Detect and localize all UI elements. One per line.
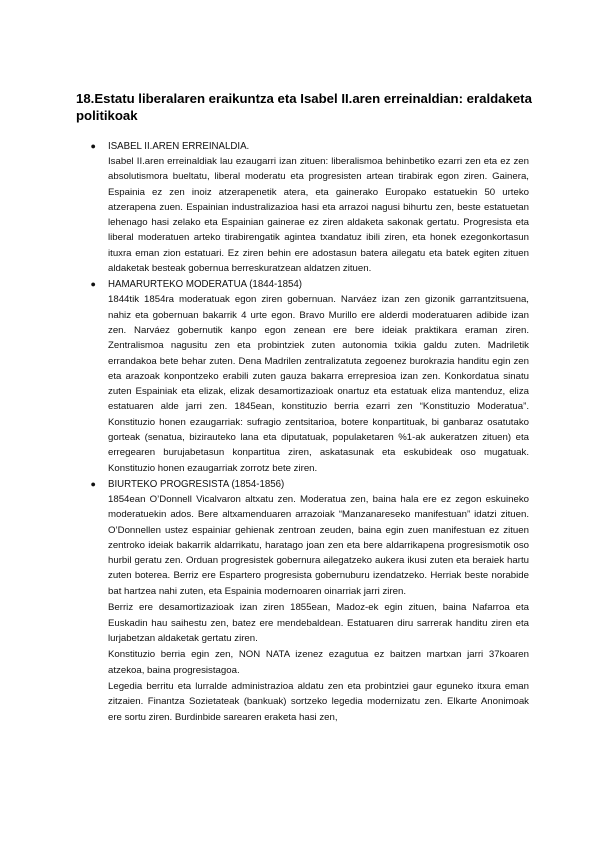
section-paragraph: 1854ean O’Donnell Vicalvaron altxatu zen. Moderatua zen, baina hala ere ez zegon eskuineko moderatuekin ados. Bere altxamenduaren arrazoiak “Manzanareseko manifestuan” idatzi zituen. O’Donnellen ustez espainiar gehienak zentroan zeuden, baina egin zuen manifestuan ez zituen zentroko ideiak bakarrik aldarrikatu, haratago joan zen eta bere aldarrikapena progresismotik oso hurbil geratu zen. Orduan progresistek gobernura ailegatzeko aukera ikusi zuten eta beraiek hartu zuten boterea. Berriz ere Espartero progresista gobernuburu izendatzeko. Herriak beste norabide bat hartzea nahi zuten, eta Espainia modernoaren oinarriak jarri ziren. <box>108 493 529 597</box>
section-heading-text: ISABEL II.AREN ERREINALDIA. <box>108 141 250 152</box>
section-paragraph: Konstituzio berria egin zen, NON NATA izenez ezagutua ez baitzen martxan jarri 37koaren atzekoa, baina progresistagoa. <box>108 649 529 676</box>
section-heading-text: HAMARURTEKO MODERATUA (1844-1854) <box>108 279 302 291</box>
section-paragraph: 1844tik 1854ra moderatuak egon ziren gobernuan. Narváez izan zen gizonik garrantzitsuena, nahiz eta gobernuan bakarrik 4 urte egon. Bravo Murillo ere alderdi moderatuaren adibide izan zen. Narváez gobernutik kanpo egon zenean ere bere ideiak praktikara eraman ziren. Zentralismoa nagusitu zen eta probintziek zuten autonomia txikia galdu zuten. Madriletik errandakoa bete behar zuten. Dena Madrilen zentralizatuta zegoenez burokrazia handitu egin zen eta arazoak konpontzeko erabili zuten gauza bakarra errepresioa izan zen. Konkordatua sinatu zuten Espainiak eta elizak, elizak desamortizazioak onartuz eta estatuak eliza mantenduz, eliza estatuaren alde jarri zen. 1845ean, konstituzio berria ezarri zen “Konstituzio Moderatua”. Konstituzio honen ezaugarriak: sufragio zentsitarioa, botere konpartituak, bi ganbaraz osatutako gorteak (senatua, bizirauteko lana eta diputatuak, populaketaren %1-ak aukeratzen zituen) eta erregearen burujabetasun konpartitua ziren, askatasunak eta eskubideak oso mugatuak. Konstituzio honen ezaugarriak zorrotz bete ziren. <box>108 294 529 474</box>
section-isabel-reign <box>91 139 529 276</box>
bullet-icon: ● <box>90 478 96 489</box>
section-heading <box>91 277 529 292</box>
section-heading-text: BIURTEKO PROGRESISTA (1854-1856) <box>108 478 285 490</box>
section-heading <box>91 477 529 492</box>
bullet-icon: ● <box>90 279 96 290</box>
section-heading <box>91 139 529 154</box>
document-title: 18.Estatu liberalaren eraikuntza eta Isabel II.aren erreinaldian: eraldaketa politikoak <box>76 91 532 123</box>
bullet-icon: ● <box>90 141 96 151</box>
section-list <box>91 139 529 725</box>
section-moderate-decade <box>91 277 529 476</box>
section-paragraph: Berriz ere desamortizazioak izan ziren 1855ean, Madoz-ek egin zituen, baina Nafarroa eta Euskadin hau saihestu zen, batez ere mendebaldean. Estatuaren diru sarrerak handitu ziren eta lurjabetzan aldaketak gertatu ziren. <box>108 602 529 644</box>
section-paragraph: Isabel II.aren erreinaldiak lau ezaugarri izan zituen: liberalismoa behinbetiko ezarri zen eta ez zen absolutismora bueltatu, liberal moderatu eta progresisten artean tirabirak egon ziren. Gainera, Espainia ez zen inoiz atzerapenetik atera, eta gainerako Europako estatuekin 50 urteko atzerapena zuen. Espainian industralizazioa hasi eta arrazoi nagusi bihurtu zen, beste estatuetan lehenago hasi zelako eta Espainian gainerae ez ziren aldaketa sakonak gertatu. Progresista eta liberal moderatuen arteko tirabirengatik agintea txandatuz ibili ziren, eta honek ezegonkortasun ituxra eman zion estatuari. Ez ziren behin ere adostasun batera ailegatu eta batek egiten zituen aldaketak besteak gobernua berreskuratzean aldatzen zituen. <box>108 156 529 275</box>
section-paragraph: Legedia berritu eta lurralde administrazioa aldatu zen eta probintziei gaur eguneko itxura eman zitzaien. Finantza Sozietateak (bankuak) sortzeko legedia modernizatu zen. Elkarte Anonimoak ere sortu ziren. Burdinbide sarearen eraketa hasi zen, <box>108 681 529 723</box>
section-progressive-biennium <box>91 477 529 725</box>
